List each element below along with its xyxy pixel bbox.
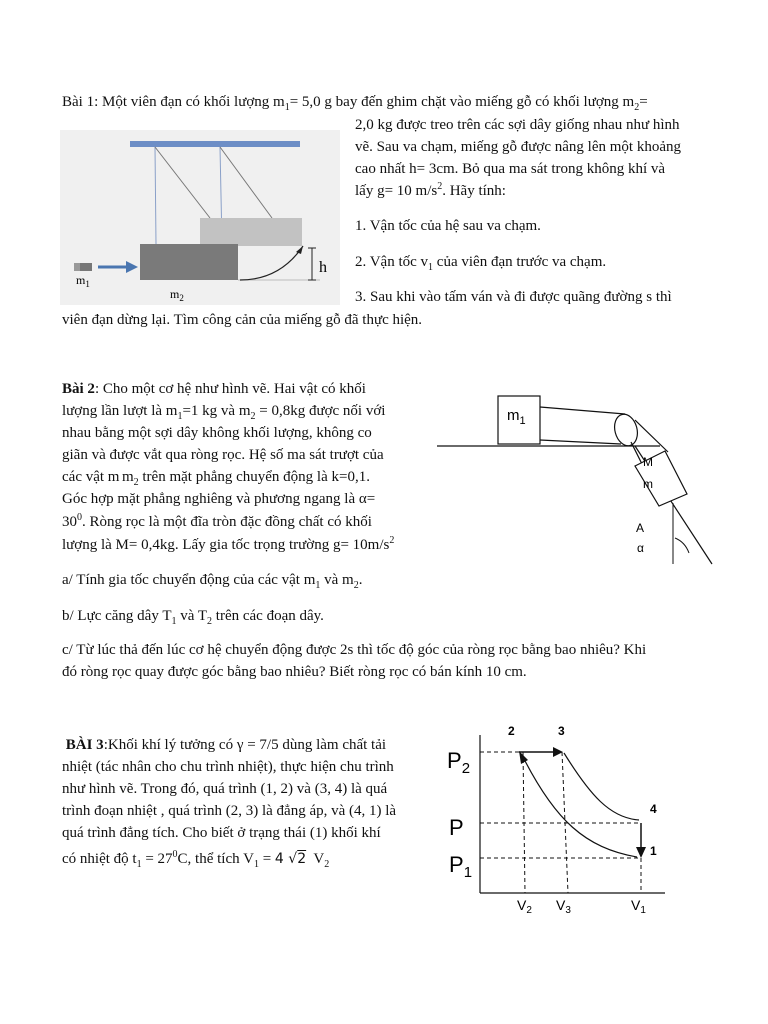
p1-question-3b: viên đạn dừng lại. Tìm công cản của miếng gỗ đã thực hiện.	[62, 312, 423, 328]
point-2: 2	[508, 724, 515, 738]
ceiling-bar	[130, 141, 300, 147]
label-m1: $m_1$	[507, 407, 526, 427]
p2-question-c1: c/ Từ lúc thả đến lúc cơ hệ chuyển động được 2s thì tốc độ góc của ròng rọc bằng bao nhiêu? Khi	[62, 642, 647, 658]
p2-question-a: a/ Tính gia tốc chuyển động của các vật $m_1$ và $m_2$.	[62, 572, 363, 591]
p3-line5: quá trình đẳng tích. Cho biết ở trạng thái (1) khối khí	[62, 825, 381, 841]
p2-question-b: b/ Lực căng dây $T_1$ và $T_2$ trên các đoạn dây.	[62, 608, 324, 627]
p2-question-c2: đó ròng rọc quay được góc bằng bao nhiêu? Biết ròng rọc có bán kính 10 cm.	[62, 664, 527, 680]
label-V2: $V_2$	[517, 897, 532, 916]
label-m2: $m_2$	[170, 287, 184, 303]
p1-line1: Bài 1: Một viên đạn có khối lượng $m_1= 5,0$ g bay đến ghim chặt vào miếng gỗ có khối lượng $m_2=$	[62, 94, 648, 113]
block-raised	[200, 218, 302, 246]
label-h: h	[319, 259, 327, 276]
p2-title: Bài 2	[62, 381, 95, 397]
process-1-2	[523, 757, 637, 857]
p1-line3: vẽ. Sau va chạm, miếng gỗ được nâng lên một khoảng	[355, 139, 681, 155]
p2-line7: $30^0$. Ròng rọc là một đĩa tròn đặc đồng chất có khối	[62, 512, 372, 530]
label-m1: $m_1$	[76, 273, 90, 289]
p3-title: BÀI 3	[65, 737, 104, 753]
angle-arc	[675, 538, 689, 553]
label-alpha: α	[637, 541, 644, 555]
rope-lower	[540, 440, 621, 444]
p2-line1: Bài 2: Cho một cơ hệ như hình vẽ. Hai vật có khối	[62, 381, 366, 397]
p3-figure-pv-cycle	[445, 720, 685, 920]
p2-line3: nhau bằng một sợi dây không khối lượng, không co	[62, 425, 372, 441]
p2-line5: các vật m $m_2$ trên mặt phẳng chuyển động là k=0,1.	[62, 469, 370, 488]
label-P1: $P_1$	[449, 852, 473, 881]
p3-line6: có nhiệt độ $t_1 = 27^0C$, thể tích $V_1 = 4$ √2 $V_2$	[62, 849, 330, 870]
point-1: 1	[650, 844, 657, 858]
label-P2: $P_2$	[447, 748, 471, 777]
p2-figure-incline-pulley	[435, 390, 725, 570]
block-m2	[140, 244, 238, 280]
p1-figure-ballistic-pendulum	[60, 130, 340, 305]
rope-incline-a	[635, 420, 668, 452]
p1-question-3a: 3. Sau khi vào tấm ván và đi được quãng đường s thì	[355, 289, 672, 305]
p1-line2: 2,0 kg được treo trên các sợi dây giống nhau như hình	[355, 117, 680, 133]
rope-upper	[540, 407, 625, 414]
label-V1: $V_1$	[631, 897, 646, 916]
p3-line4: trình đoạn nhiệt , quá trình (2, 3) là đẳng áp, và (4, 1) là	[62, 803, 397, 819]
point-4: 4	[650, 802, 657, 816]
arrow-2-3	[553, 747, 563, 757]
label-m: m	[643, 477, 653, 491]
p3-line2: nhiệt (tác nhân cho chu trình nhiệt), thực hiện chu trình	[62, 759, 394, 775]
label-M: M	[643, 455, 653, 469]
p2-line6: Góc hợp mặt phẳng nghiêng và phương ngang là α=	[62, 491, 376, 507]
label-P: P	[449, 815, 464, 840]
arrow-4-1	[636, 847, 646, 858]
p1-line4: cao nhất h= 3cm. Bỏ qua ma sát trong không khí và	[355, 161, 666, 177]
p2-line4: giãn và được vắt qua ròng rọc. Hệ số ma sát trượt của	[62, 447, 384, 463]
sqrt-expression: 4 √2	[274, 851, 307, 867]
label-A: A	[636, 521, 645, 535]
p1-line5: lấy g= 10 $m/s^2$. Hãy tính:	[355, 181, 506, 199]
p2-line8: lượng là M= 0,4kg. Lấy gia tốc trọng trường $g= 10m/s^2$	[62, 535, 395, 553]
p3-line1: BÀI 3:Khối khí lý tưởng có γ = 7/5 dùng làm chất tải	[65, 737, 387, 753]
p3-line3: như hình vẽ. Trong đó, quá trình (1, 2) và (3, 4) là quá	[62, 781, 388, 797]
p1-question-2: 2. Vận tốc $v_1$ của viên đạn trước va chạm.	[355, 254, 607, 273]
process-3-4	[564, 753, 639, 820]
p2-line2: lượng lần lượt là $m_1=1$ kg và $m_2 = 0,8kg$ được nối với	[62, 403, 386, 422]
pulley	[611, 412, 641, 449]
p1-question-1: 1. Vận tốc của hệ sau va chạm.	[355, 218, 541, 234]
label-V3: $V_3$	[556, 897, 571, 916]
point-3: 3	[558, 724, 565, 738]
